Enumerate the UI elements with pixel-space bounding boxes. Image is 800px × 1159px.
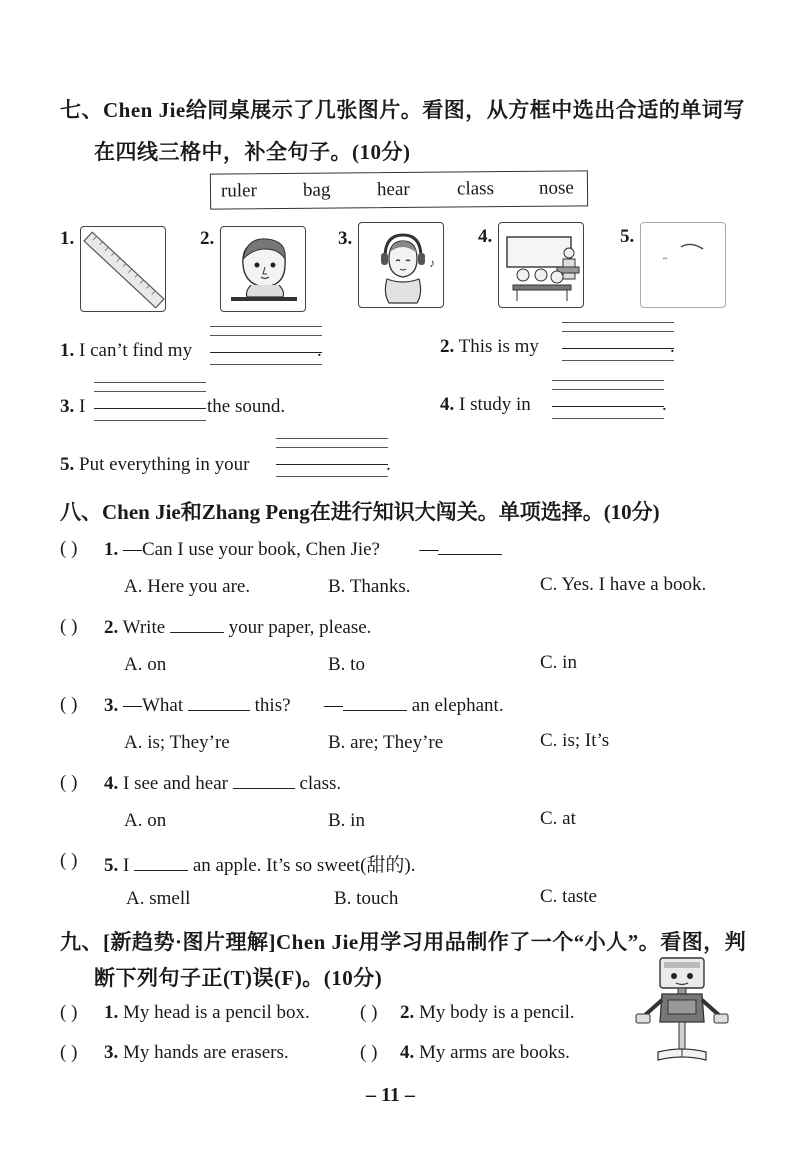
stem-text: this? (254, 695, 291, 716)
stem-text: your paper, please. (228, 617, 372, 638)
tf-item-2 (400, 1002, 575, 1024)
answer-blank[interactable] (170, 616, 224, 633)
picture-number: 2. (200, 228, 215, 249)
tf-item-4 (400, 1042, 570, 1064)
option[interactable]: B. in (328, 810, 365, 831)
stem-text: I (123, 855, 130, 876)
option[interactable]: C. Yes. I have a book. (540, 574, 707, 595)
item-number: 5. (60, 454, 75, 475)
fill-sentence-1 (60, 340, 192, 362)
stationery-robot-illustration (632, 952, 732, 1064)
answer-blank[interactable] (343, 694, 407, 711)
option[interactable]: B. touch (334, 888, 399, 909)
stem-text: an elephant. (411, 695, 504, 716)
word-bank-item: bag (302, 179, 331, 201)
page-number: – 11 – (366, 1084, 415, 1106)
fill-sentence-5 (60, 454, 249, 476)
stem-text: an apple. It’s so sweet(甜的). (192, 855, 416, 876)
question-3-stem (104, 694, 504, 717)
four-line-grid-3[interactable] (94, 382, 206, 422)
word-bank-item: class (456, 178, 495, 200)
answer-paren[interactable]: ( ) (60, 616, 78, 637)
stem-text: I see and hear (123, 773, 228, 794)
picture-number: 5. (620, 226, 635, 247)
sentence-before: This is my (458, 336, 539, 357)
sentence-after: . (662, 394, 667, 415)
item-number: 1. (104, 539, 119, 560)
answer-blank[interactable] (188, 694, 250, 711)
item-number: 3. (104, 1042, 119, 1063)
section9-title-line2: 断下列句子正(T)误(F)。(10分) (94, 966, 383, 990)
item-number: 4. (400, 1042, 415, 1063)
boy-nose-picture (220, 226, 306, 312)
option[interactable]: C. taste (540, 886, 597, 907)
tf-text: My body is a pencil. (419, 1002, 575, 1023)
picture-number: 3. (338, 228, 353, 249)
option[interactable]: A. on (124, 654, 167, 675)
four-line-grid-2[interactable] (562, 322, 674, 362)
answer-paren[interactable]: ( ) (60, 1042, 78, 1063)
item-number: 1. (60, 340, 75, 361)
section9-title-line1: 九、[新趋势·图片理解]Chen Jie用学习用品制作了一个“小人”。看图，判 (60, 930, 747, 954)
item-number: 4. (440, 394, 455, 415)
fill-sentence-2 (440, 336, 539, 358)
word-bank-item: hear (376, 178, 410, 201)
picture-number: 4. (478, 226, 493, 247)
sentence-before: I (79, 396, 86, 417)
four-line-grid-4[interactable] (552, 380, 664, 420)
answer-paren[interactable]: ( ) (60, 1002, 78, 1023)
sentence-before: I study in (459, 394, 531, 415)
sentence-after: the sound. (207, 396, 286, 417)
word-bank-box (210, 170, 588, 209)
item-number: 2. (440, 336, 455, 357)
item-number: 3. (60, 396, 75, 417)
answer-paren[interactable]: ( ) (60, 850, 78, 871)
stem-text: — (324, 695, 344, 716)
question-2-stem (104, 616, 371, 639)
option[interactable]: B. are; They’re (328, 732, 444, 753)
word-bank-item: nose (538, 177, 574, 199)
item-number: 2. (400, 1002, 415, 1023)
section8-title: 八、Chen Jie和Zhang Peng在进行知识大闯关。单项选择。(10分) (60, 500, 660, 524)
option[interactable]: A. on (124, 810, 167, 831)
answer-paren[interactable]: ( ) (360, 1002, 378, 1023)
answer-paren[interactable]: ( ) (360, 1042, 378, 1063)
tf-text: My hands are erasers. (123, 1042, 289, 1063)
four-line-grid-5[interactable] (276, 438, 388, 478)
stem-text: Write (122, 617, 166, 638)
item-number: 3. (104, 695, 119, 716)
tf-text: My head is a pencil box. (123, 1002, 310, 1023)
option[interactable]: A. smell (126, 888, 191, 909)
sentence-after: . (386, 454, 391, 475)
option[interactable]: A. Here you are. (124, 576, 251, 597)
item-number: 5. (104, 855, 119, 876)
section7-title-line2: 在四线三格中，补全句子。(10分) (94, 140, 411, 164)
option[interactable]: A. is; They’re (124, 732, 230, 753)
bag-picture (640, 222, 726, 308)
stem-text: —Can I use your book, Chen Jie? (123, 539, 380, 560)
option[interactable]: C. at (540, 808, 576, 829)
fill-sentence-4 (440, 394, 531, 416)
tf-item-3 (104, 1042, 289, 1064)
answer-paren[interactable]: ( ) (60, 694, 78, 715)
item-number: 1. (104, 1002, 119, 1023)
item-number: 2. (104, 617, 119, 638)
tf-text: My arms are books. (419, 1042, 570, 1063)
answer-blank[interactable] (438, 538, 502, 555)
picture-number: 1. (60, 228, 75, 249)
question-1-stem (104, 538, 502, 561)
option[interactable]: B. Thanks. (328, 576, 411, 597)
word-bank-item: ruler (220, 180, 257, 202)
stem-text: — (419, 539, 439, 560)
section7-title-line1: 七、Chen Jie给同桌展示了几张图片。看图，从方框中选出合适的单词写 (60, 98, 745, 122)
classroom-picture (498, 222, 584, 308)
stem-text: —What (123, 695, 184, 716)
sentence-after: . (317, 340, 322, 361)
option[interactable]: C. is; It’s (540, 730, 610, 751)
answer-blank[interactable] (233, 772, 295, 789)
sentence-before: I can’t find my (79, 340, 193, 361)
option[interactable]: B. to (328, 654, 365, 675)
fill-sentence-3 (60, 396, 85, 418)
sentence-after: . (670, 336, 675, 357)
ruler-picture (80, 226, 166, 312)
question-5-stem (104, 850, 416, 877)
answer-paren[interactable]: ( ) (60, 538, 78, 559)
answer-paren[interactable]: ( ) (60, 772, 78, 793)
tf-item-1 (104, 1002, 310, 1024)
option[interactable]: C. in (540, 652, 577, 673)
question-4-stem (104, 772, 341, 795)
stem-text: class. (299, 773, 342, 794)
four-line-grid-1[interactable] (210, 326, 322, 366)
item-number: 4. (104, 773, 119, 794)
answer-blank[interactable] (134, 854, 188, 871)
svg-text:♪: ♪ (429, 256, 435, 270)
girl-headphones-picture (358, 222, 444, 308)
sentence-before: Put everything in your (79, 454, 250, 475)
